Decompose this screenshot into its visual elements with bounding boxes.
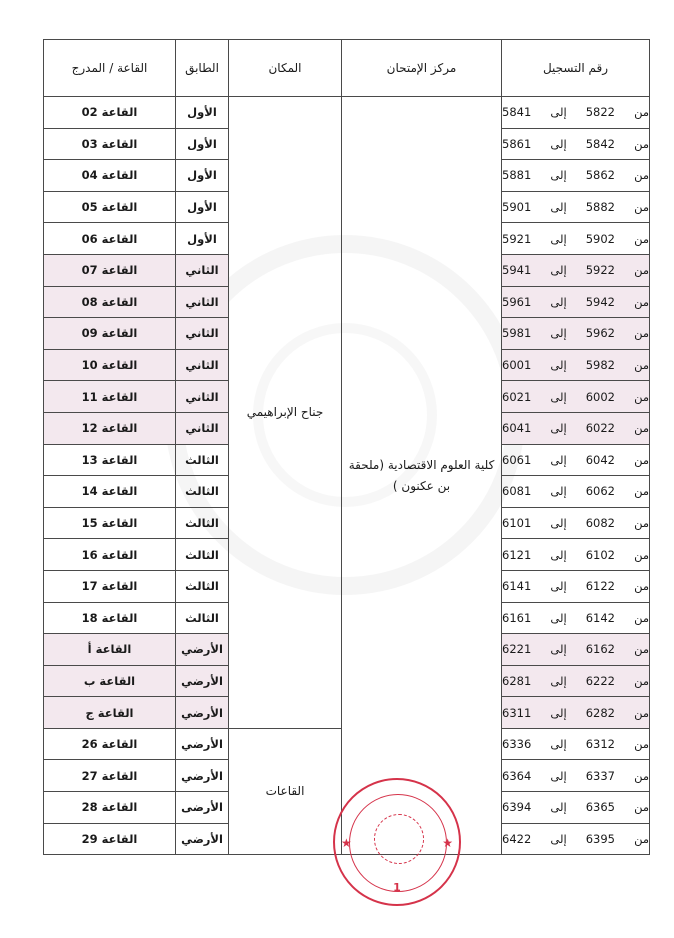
registration-range-cell (502, 697, 650, 729)
registration-range-cell (502, 160, 650, 192)
range-from: 5882 (585, 200, 616, 215)
range-from: 6162 (585, 642, 616, 657)
to-label: إلى (550, 168, 567, 183)
range-to: 6364 (502, 768, 532, 783)
to-label: إلى (550, 484, 567, 499)
range-from: 6042 (585, 452, 616, 467)
to-label: إلى (550, 705, 567, 720)
range-from: 6395 (585, 831, 616, 846)
range-from: 6282 (585, 705, 616, 720)
floor-cell: الأرضي (176, 697, 229, 729)
registration-range-cell (502, 318, 650, 350)
registration-range-cell (502, 191, 650, 223)
hall-cell: القاعة 07 (44, 254, 176, 286)
hall-cell: القاعة 06 (44, 223, 176, 255)
range-to: 6161 (502, 610, 532, 625)
range-from: 6142 (585, 610, 616, 625)
range-from: 5842 (585, 136, 616, 151)
to-label: إلى (550, 358, 567, 373)
range-to: 5881 (502, 168, 532, 183)
registration-range-cell (502, 539, 650, 571)
registration-range-cell (502, 444, 650, 476)
from-label: من (634, 294, 649, 309)
registration-range-cell (502, 792, 650, 824)
floor-cell: الثالث (176, 507, 229, 539)
hall-cell: القاعة 09 (44, 318, 176, 350)
to-label: إلى (550, 831, 567, 846)
hall-cell: القاعة 14 (44, 476, 176, 508)
registration-range-cell (502, 507, 650, 539)
range-to: 6021 (502, 389, 532, 404)
range-to: 6121 (502, 547, 532, 562)
range-from: 6102 (585, 547, 616, 562)
range-to: 6221 (502, 642, 532, 657)
from-label: من (634, 389, 649, 404)
header-hall: القاعة / المدرج (44, 40, 176, 97)
floor-cell: الأول (176, 97, 229, 129)
hall-cell: القاعة 18 (44, 602, 176, 634)
from-label: من (634, 705, 649, 720)
range-from: 5862 (585, 168, 616, 183)
to-label: إلى (550, 737, 567, 752)
floor-cell: الأول (176, 223, 229, 255)
from-label: من (634, 673, 649, 688)
to-label: إلى (550, 294, 567, 309)
hall-cell: القاعة 28 (44, 792, 176, 824)
floor-cell: الأرضي (176, 728, 229, 760)
hall-cell: القاعة 12 (44, 412, 176, 444)
range-from: 5922 (585, 263, 616, 278)
to-label: إلى (550, 136, 567, 151)
stamp-emblem-icon (374, 814, 424, 864)
floor-cell: الثالث (176, 476, 229, 508)
page-number: 1 (393, 881, 401, 894)
place-cell: القاعات (229, 728, 342, 854)
range-to: 5841 (502, 105, 532, 120)
hall-cell: القاعة 10 (44, 349, 176, 381)
to-label: إلى (550, 768, 567, 783)
table-row (44, 97, 650, 129)
range-from: 6337 (585, 768, 616, 783)
table-body (44, 97, 650, 855)
registration-range-cell (502, 223, 650, 255)
to-label: إلى (550, 610, 567, 625)
registration-range-cell (502, 728, 650, 760)
registration-range-cell (502, 602, 650, 634)
to-label: إلى (550, 389, 567, 404)
hall-cell: القاعة 29 (44, 823, 176, 855)
range-from: 5982 (585, 358, 616, 373)
to-label: إلى (550, 231, 567, 246)
floor-cell: الثالث (176, 570, 229, 602)
floor-cell: الأرضي (176, 634, 229, 666)
from-label: من (634, 263, 649, 278)
range-from: 6082 (585, 516, 616, 531)
range-from: 6022 (585, 421, 616, 436)
floor-cell: الأول (176, 160, 229, 192)
from-label: من (634, 547, 649, 562)
from-label: من (634, 800, 649, 815)
registration-range-cell (502, 823, 650, 855)
from-label: من (634, 642, 649, 657)
hall-cell: القاعة ب (44, 665, 176, 697)
range-to: 6101 (502, 516, 532, 531)
from-label: من (634, 737, 649, 752)
range-to: 5941 (502, 263, 532, 278)
to-label: إلى (550, 547, 567, 562)
official-stamp (333, 778, 461, 906)
range-to: 6081 (502, 484, 532, 499)
hall-cell: القاعة 27 (44, 760, 176, 792)
hall-cell: القاعة 17 (44, 570, 176, 602)
floor-cell: الثاني (176, 318, 229, 350)
registration-range-cell (502, 665, 650, 697)
to-label: إلى (550, 421, 567, 436)
to-label: إلى (550, 263, 567, 278)
hall-cell: القاعة 15 (44, 507, 176, 539)
registration-range-cell (502, 254, 650, 286)
header-floor: الطابق (176, 40, 229, 97)
to-label: إلى (550, 105, 567, 120)
range-from: 6062 (585, 484, 616, 499)
range-to: 5901 (502, 200, 532, 215)
floor-cell: الأول (176, 191, 229, 223)
range-from: 6122 (585, 579, 616, 594)
to-label: إلى (550, 452, 567, 467)
floor-cell: الثاني (176, 412, 229, 444)
range-to: 6422 (502, 831, 532, 846)
header-exam-center: مركز الإمتحان (342, 40, 502, 97)
to-label: إلى (550, 200, 567, 215)
exam-center-cell: كلية العلوم الاقتصادية (ملحقة بن عكنون ) (342, 97, 502, 855)
range-to: 6311 (502, 705, 532, 720)
range-from: 5942 (585, 294, 616, 309)
floor-cell: الثاني (176, 286, 229, 318)
range-to: 6001 (502, 358, 532, 373)
exam-schedule-table (43, 39, 650, 855)
hall-cell: القاعة أ (44, 634, 176, 666)
from-label: من (634, 484, 649, 499)
range-from: 6002 (585, 389, 616, 404)
registration-range-cell (502, 286, 650, 318)
floor-cell: الثالث (176, 602, 229, 634)
range-to: 5961 (502, 294, 532, 309)
registration-range-cell (502, 412, 650, 444)
floor-cell: الثالث (176, 539, 229, 571)
hall-cell: القاعة 08 (44, 286, 176, 318)
hall-cell: القاعة 13 (44, 444, 176, 476)
to-label: إلى (550, 579, 567, 594)
floor-cell: الأرضي (176, 760, 229, 792)
to-label: إلى (550, 673, 567, 688)
floor-cell: الأرضى (176, 792, 229, 824)
hall-cell: القاعة 26 (44, 728, 176, 760)
range-from: 6312 (585, 737, 616, 752)
range-from: 6222 (585, 673, 616, 688)
hall-cell: القاعة 05 (44, 191, 176, 223)
to-label: إلى (550, 516, 567, 531)
from-label: من (634, 358, 649, 373)
from-label: من (634, 610, 649, 625)
hall-cell: القاعة 02 (44, 97, 176, 129)
range-to: 6141 (502, 579, 532, 594)
registration-range-cell (502, 760, 650, 792)
to-label: إلى (550, 326, 567, 341)
floor-cell: الثالث (176, 444, 229, 476)
from-label: من (634, 452, 649, 467)
from-label: من (634, 105, 649, 120)
registration-range-cell (502, 349, 650, 381)
floor-cell: الأرضي (176, 665, 229, 697)
from-label: من (634, 136, 649, 151)
from-label: من (634, 200, 649, 215)
range-from: 6365 (585, 800, 616, 815)
from-label: من (634, 579, 649, 594)
floor-cell: الثاني (176, 381, 229, 413)
from-label: من (634, 326, 649, 341)
place-cell: جناح الإبراهيمي (229, 97, 342, 729)
registration-range-cell (502, 381, 650, 413)
from-label: من (634, 768, 649, 783)
range-to: 6041 (502, 421, 532, 436)
range-to: 6394 (502, 800, 532, 815)
hall-cell: القاعة ج (44, 697, 176, 729)
range-to: 6061 (502, 452, 532, 467)
from-label: من (634, 831, 649, 846)
range-to: 5981 (502, 326, 532, 341)
range-to: 6336 (502, 737, 532, 752)
floor-cell: الأرضي (176, 823, 229, 855)
range-from: 5902 (585, 231, 616, 246)
registration-range-cell (502, 570, 650, 602)
registration-range-cell (502, 97, 650, 129)
to-label: إلى (550, 642, 567, 657)
hall-cell: القاعة 11 (44, 381, 176, 413)
range-from: 5962 (585, 326, 616, 341)
stamp-star-icon: ★ (442, 836, 453, 850)
from-label: من (634, 231, 649, 246)
range-to: 5861 (502, 136, 532, 151)
from-label: من (634, 168, 649, 183)
floor-cell: الأول (176, 128, 229, 160)
header-place: المكان (229, 40, 342, 97)
floor-cell: الثاني (176, 254, 229, 286)
range-to: 6281 (502, 673, 532, 688)
registration-range-cell (502, 634, 650, 666)
from-label: من (634, 421, 649, 436)
stamp-star-icon: ★ (341, 836, 352, 850)
range-from: 5822 (585, 105, 616, 120)
hall-cell: القاعة 04 (44, 160, 176, 192)
table-header-row (44, 40, 650, 97)
to-label: إلى (550, 800, 567, 815)
range-to: 5921 (502, 231, 532, 246)
hall-cell: القاعة 03 (44, 128, 176, 160)
header-registration: رقم التسجيل (502, 40, 650, 97)
registration-range-cell (502, 128, 650, 160)
floor-cell: الثاني (176, 349, 229, 381)
registration-range-cell (502, 476, 650, 508)
from-label: من (634, 516, 649, 531)
hall-cell: القاعة 16 (44, 539, 176, 571)
